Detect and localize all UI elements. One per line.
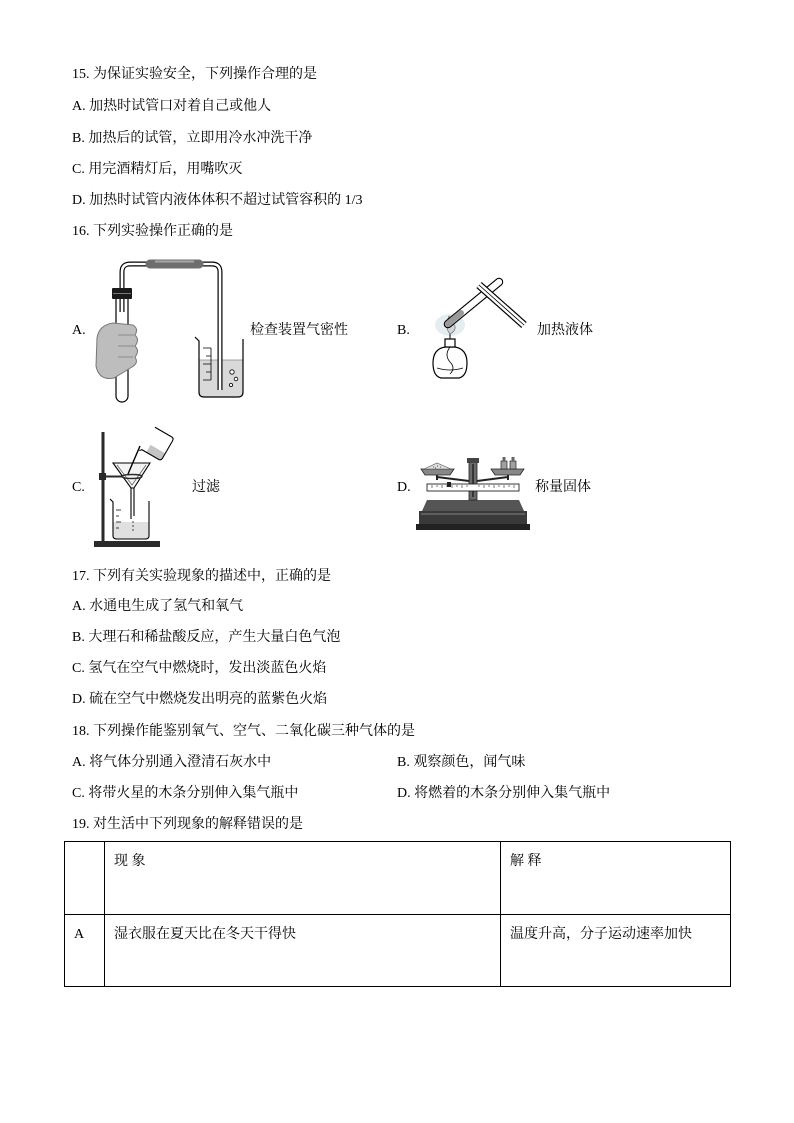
hand xyxy=(96,323,138,379)
figure-filtration xyxy=(90,424,182,552)
q18-option-d: D. 将燃着的木条分别伸入集气瓶中 xyxy=(397,786,611,801)
left-pan xyxy=(421,463,454,475)
header-cell-explanation: 解 释 xyxy=(501,842,731,915)
header-cell-label xyxy=(65,842,105,915)
pouring-beaker xyxy=(139,426,174,462)
q15-option-a: A. 加热时试管口对着自己或他人 xyxy=(72,99,272,114)
q16-option-d-caption: 称量固体 xyxy=(535,480,591,495)
row-phenomenon: 湿衣服在夏天比在冬天干得快 xyxy=(105,915,501,987)
q16-option-a-letter: A. xyxy=(72,323,86,338)
stopper xyxy=(112,288,132,299)
q16-option-a-caption: 检查装置气密性 xyxy=(250,323,348,338)
q17-stem: 17. 下列有关实验现象的描述中，正确的是 xyxy=(72,569,331,584)
q15-option-c: C. 用完酒精灯后，用嘴吹灭 xyxy=(72,162,243,177)
table-header-row xyxy=(65,842,731,915)
q18-stem: 18. 下列操作能鉴别氧气、空气、二氧化碳三种气体的是 xyxy=(72,724,415,739)
test-tube xyxy=(448,282,499,324)
q17-option-a: A. 水通电生成了氢气和氧气 xyxy=(72,599,244,614)
test-tube-holder xyxy=(479,285,524,325)
q17-option-c: C. 氢气在空气中燃烧时，发出淡蓝色火焰 xyxy=(72,661,327,676)
table-row xyxy=(65,915,731,987)
q16-option-b-letter: B. xyxy=(397,323,410,338)
figure-balance xyxy=(412,448,532,534)
q19-stem: 19. 对生活中下列现象的解释错误的是 xyxy=(72,817,303,832)
q16-stem: 16. 下列实验操作正确的是 xyxy=(72,224,233,239)
balance-column xyxy=(467,458,479,500)
q17-option-b: B. 大理石和稀盐酸反应，产生大量白色气泡 xyxy=(72,630,341,645)
row-label: A xyxy=(65,915,105,987)
rubber-tube xyxy=(150,262,199,265)
alcohol-lamp xyxy=(433,334,467,378)
funnel xyxy=(113,463,150,519)
row-explanation: 温度升高，分子运动速率加快 xyxy=(501,915,731,987)
receiving-beaker xyxy=(110,499,149,539)
q15-option-b: B. 加热后的试管，立即用冷水冲洗干净 xyxy=(72,131,313,146)
q15-stem: 15. 为保证实验安全，下列操作合理的是 xyxy=(72,67,317,82)
right-pan xyxy=(491,457,524,475)
header-cell-phenomenon: 现 象 xyxy=(105,842,501,915)
q16-option-c-letter: C. xyxy=(72,480,85,495)
q18-option-b: B. 观察颜色，闻气味 xyxy=(397,755,526,770)
balance-base xyxy=(416,500,530,530)
q16-option-d-letter: D. xyxy=(397,480,411,495)
figure-heating-liquid xyxy=(420,276,532,382)
q19-table xyxy=(64,841,731,987)
weights xyxy=(501,457,516,469)
q17-option-d: D. 硫在空气中燃烧发出明亮的蓝紫色火焰 xyxy=(72,692,328,707)
q16-option-c-caption: 过滤 xyxy=(192,480,220,495)
rider xyxy=(447,482,451,487)
figure-airtightness-check xyxy=(90,258,250,410)
q16-option-b-caption: 加热液体 xyxy=(537,323,593,338)
q18-option-a: A. 将气体分别通入澄清石灰水中 xyxy=(72,755,272,770)
q15-option-d: D. 加热时试管内液体体积不超过试管容积的 1/3 xyxy=(72,193,363,208)
q18-option-c: C. 将带火星的木条分别伸入集气瓶中 xyxy=(72,786,299,801)
